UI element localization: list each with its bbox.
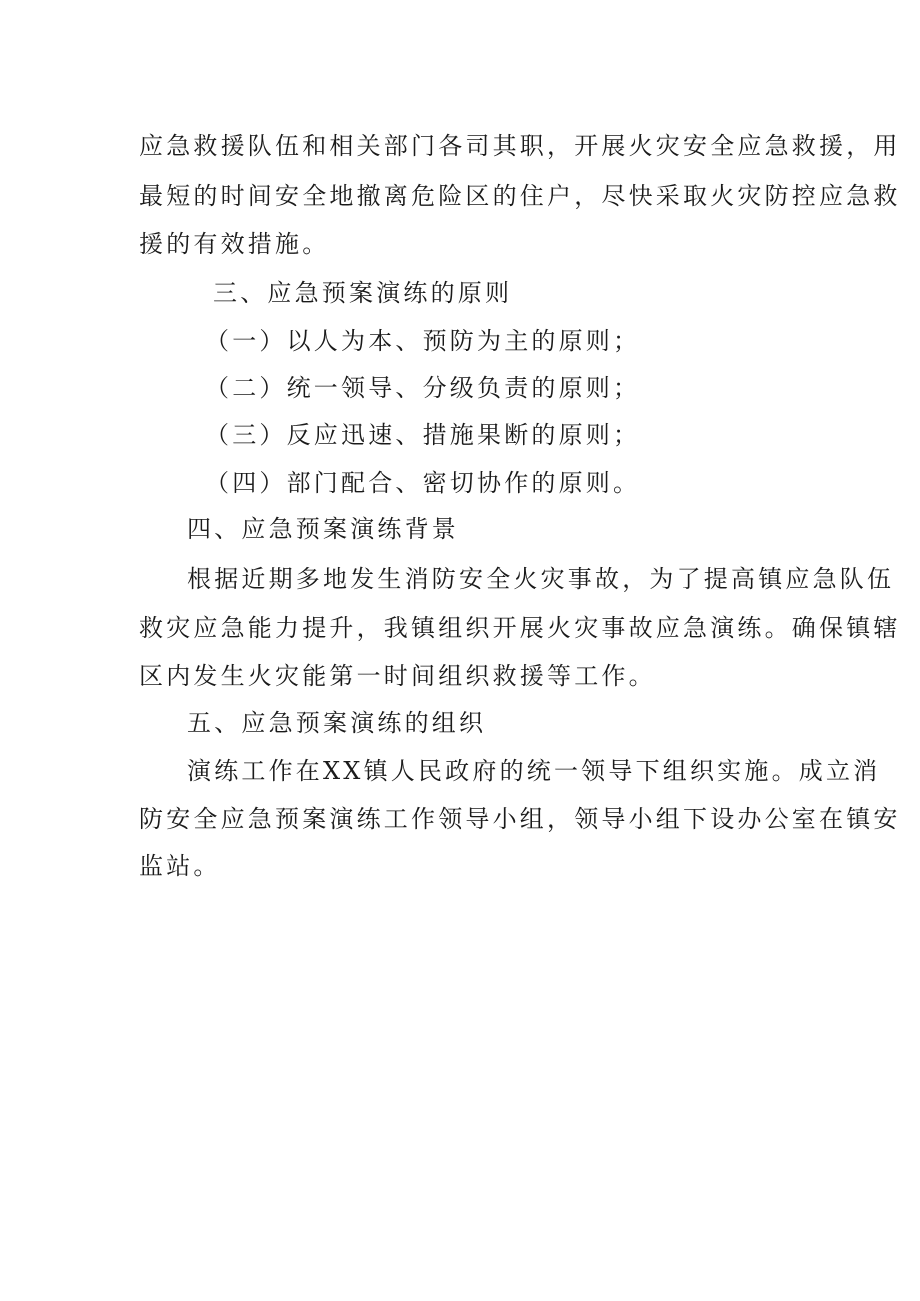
principle-item-3: （三）反应迅速、措施果断的原则； (205, 421, 641, 449)
principle-item-1: （一）以人为本、预防为主的原则； (205, 327, 641, 355)
background-paragraph-line-1: 根据近期多地发生消防安全火灾事故，为了提高镇应急队伍 (187, 565, 895, 593)
principle-item-2: （二）统一领导、分级负责的原则； (205, 374, 641, 402)
intro-paragraph-line-2: 最短的时间安全地撤离危险区的住户，尽快采取火灾防控应急救 (139, 182, 901, 210)
organization-paragraph-line-3: 监站。 (139, 852, 221, 880)
intro-paragraph-line-1: 应急救援队伍和相关部门各司其职，开展火灾安全应急救援，用 (139, 132, 901, 160)
principle-item-4: （四）部门配合、密切协作的原则。 (205, 469, 641, 497)
section-3-heading: 三、应急预案演练的原则 (213, 279, 513, 307)
section-5-heading: 五、应急预案演练的组织 (187, 709, 487, 737)
organization-paragraph-line-2: 防安全应急预案演练工作领导小组，领导小组下设办公室在镇安 (139, 805, 901, 833)
organization-paragraph-line-1: 演练工作在XX镇人民政府的统一领导下组织实施。成立消 (187, 757, 881, 785)
section-4-heading: 四、应急预案演练背景 (187, 515, 459, 543)
background-paragraph-line-3: 区内发生火灾能第一时间组织救援等工作。 (139, 662, 656, 690)
background-paragraph-line-2: 救灾应急能力提升，我镇组织开展火灾事故应急演练。确保镇辖 (139, 614, 901, 642)
intro-paragraph-line-3: 援的有效措施。 (139, 230, 330, 258)
